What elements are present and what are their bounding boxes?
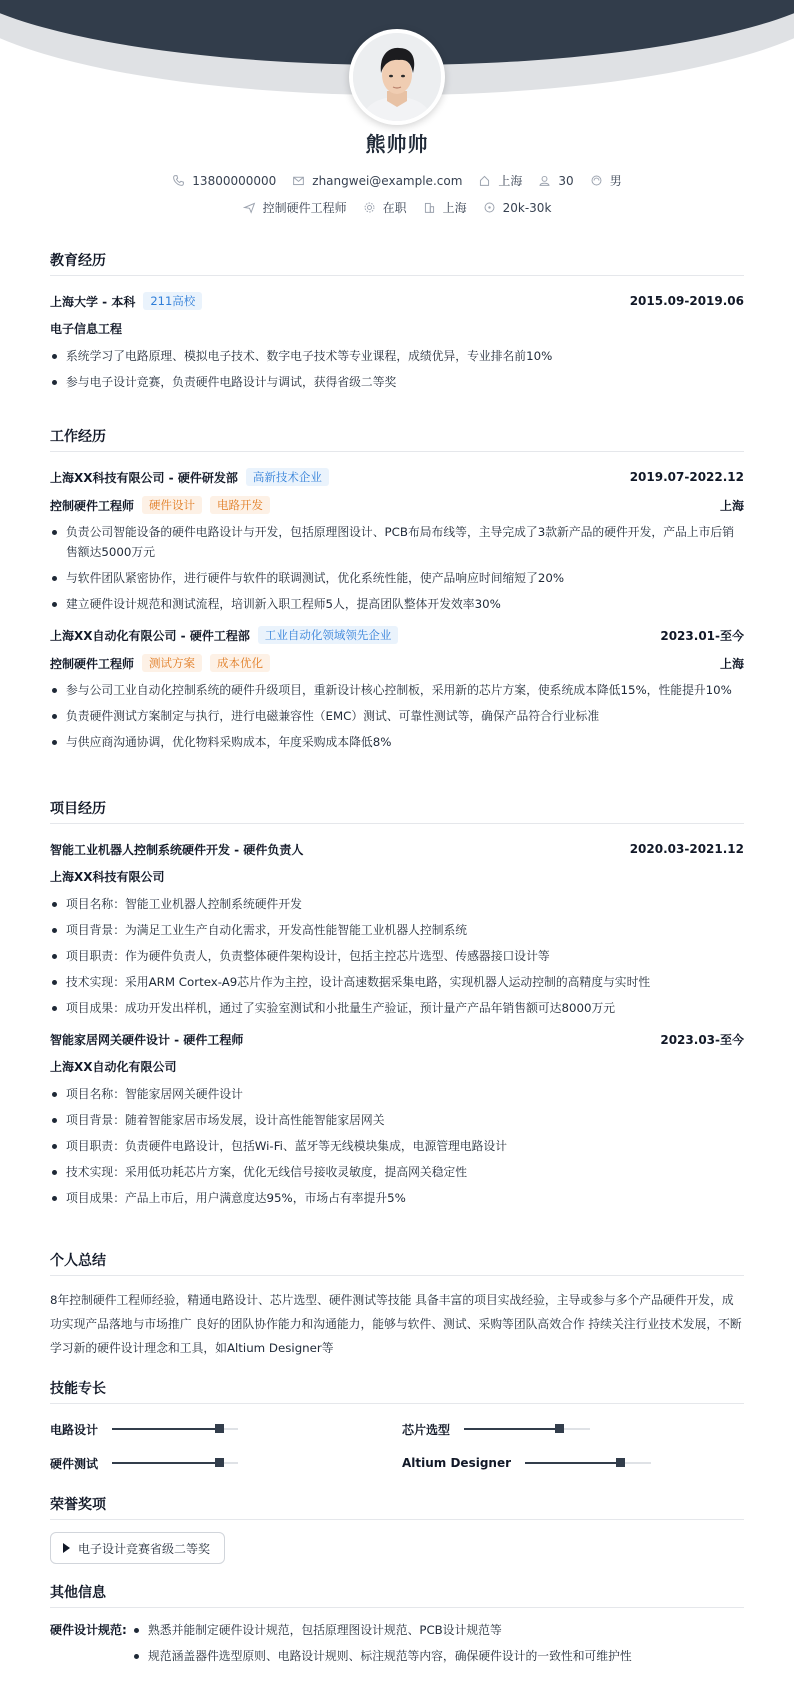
entry-period: 2020.03-2021.12 xyxy=(629,842,744,856)
skill-name: 电路设计 xyxy=(50,1422,99,1437)
skill-tag: 成本优化 xyxy=(210,654,270,672)
role-location: 上海 xyxy=(719,498,744,513)
award-item xyxy=(50,1532,225,1564)
list-item: 项目成果：产品上市后，用户满意度达95%，市场占有率提升5% xyxy=(50,1188,744,1208)
skill-bar-fill xyxy=(464,1428,559,1430)
skill-bar-fill xyxy=(112,1462,219,1464)
skill-bar xyxy=(525,1462,651,1464)
mail-icon xyxy=(292,174,305,187)
skills-grid xyxy=(50,1418,744,1474)
list-item: 项目背景：为满足工业生产自动化需求，开发高性能智能工业机器人控制系统 xyxy=(50,920,744,940)
skill-bar-knob xyxy=(555,1424,564,1433)
skill-item xyxy=(402,1452,744,1474)
list-item: 熟悉并能制定硬件设计规范，包括原理图设计规范、PCB设计规范等 xyxy=(132,1620,744,1640)
summary-text: 8年控制硬件工程师经验，精通电路设计、芯片选型、硬件测试等技能 具备丰富的项目实战经验，主导或参与多个产品硬件开发，成功实现产品落地与市场推广 良好的团队协作能力和沟通能力，能够与软件、测试、采购等团队高效合作 持续关注行业技术发展，不断学习新的硬件设计理念和工具，如Altium Designer等 xyxy=(50,1293,742,1355)
list-item: 项目名称：智能家居网关硬件设计 xyxy=(50,1084,744,1104)
skills-section xyxy=(50,1378,744,1474)
role-row xyxy=(50,652,744,674)
entry-period: 2019.07-2022.12 xyxy=(629,470,744,484)
awards-section xyxy=(50,1494,744,1564)
skill-bar xyxy=(464,1428,590,1430)
gender-text: 男 xyxy=(609,174,622,188)
project-name: 智能家居网关硬件设计 - 硬件工程师 xyxy=(50,1032,244,1047)
education-entry xyxy=(50,290,744,392)
other-label: 硬件设计规范: xyxy=(50,1623,127,1637)
email-item xyxy=(292,174,462,188)
salary-item xyxy=(483,201,552,215)
work-entry xyxy=(50,624,744,752)
city-item xyxy=(478,172,522,189)
project-bullets xyxy=(50,1084,744,1208)
skill-bar-knob xyxy=(215,1424,224,1433)
project-entry xyxy=(50,838,744,1018)
entry-period: 2023.01-至今 xyxy=(660,628,744,643)
phone-text: 13800000000 xyxy=(192,173,277,188)
award-text: 电子设计竞赛省级二等奖 xyxy=(78,1541,211,1556)
skill-bar xyxy=(112,1462,238,1464)
salary-text: 20k-30k xyxy=(502,200,552,215)
section-title: 技能专长 xyxy=(50,1378,744,1404)
work-entry xyxy=(50,466,744,614)
skill-name: 硬件测试 xyxy=(50,1456,99,1471)
section-title: 工作经历 xyxy=(50,426,744,452)
other-section xyxy=(50,1582,744,1672)
other-row xyxy=(50,1620,744,1672)
city-text: 上海 xyxy=(498,174,523,188)
entry-header xyxy=(50,838,744,860)
age-text: 30 xyxy=(558,173,574,188)
coin-icon xyxy=(483,201,496,214)
company-name: 上海XX自动化有限公司 - 硬件工程部 xyxy=(50,628,250,643)
list-item: 建立硬件设计规范和测试流程，培训新入职工程师5人，提高团队整体开发效率30% xyxy=(50,594,744,614)
skill-tag: 硬件设计 xyxy=(142,496,202,514)
list-item: 参与公司工业自动化控制系统的硬件升级项目，重新设计核心控制板，采用新的芯片方案，使系统成本降低15%，性能提升10% xyxy=(50,680,744,700)
gender-icon xyxy=(590,174,603,187)
building-icon xyxy=(423,201,436,214)
skill-bar xyxy=(112,1428,238,1430)
work-city-text: 上海 xyxy=(442,201,467,215)
company-tag: 工业自动化领域领先企业 xyxy=(258,626,399,644)
section-title: 其他信息 xyxy=(50,1582,744,1608)
company-tag: 高新技术企业 xyxy=(246,468,329,486)
school-name: 上海大学 - 本科 xyxy=(50,294,136,309)
section-title: 项目经历 xyxy=(50,798,744,824)
list-item: 系统学习了电路原理、模拟电子技术、数字电子技术等专业课程，成绩优异，专业排名前10% xyxy=(50,346,744,366)
entry-header xyxy=(50,624,744,646)
job-intent-row xyxy=(0,199,794,216)
list-item: 负责公司智能设备的硬件电路设计与开发，包括原理图设计、PCB布局布线等，主导完成了3款新产品的硬件开发，产品上市后销售额达5000万元 xyxy=(50,522,744,562)
major: 电子信息工程 xyxy=(50,322,123,336)
age-item xyxy=(538,174,573,188)
avatar xyxy=(349,29,445,125)
contact-row xyxy=(0,172,794,189)
list-item: 技术实现：采用ARM Cortex-A9芯片作为主控，设计高速数据采集电路，实现机器人运动控制的高精度与实时性 xyxy=(50,972,744,992)
role-row xyxy=(50,494,744,516)
work-bullets xyxy=(50,522,744,614)
entry-period: 2015.09-2019.06 xyxy=(629,294,744,308)
skill-bar-knob xyxy=(616,1458,625,1467)
school-tag: 211高校 xyxy=(143,292,202,310)
phone-icon xyxy=(172,174,185,187)
gender-item xyxy=(590,172,622,189)
position-text: 控制硬件工程师 xyxy=(262,201,347,215)
list-item: 项目成果：成功开发出样机，通过了实验室测试和小批量生产验证，预计量产产品年销售额可达8000万元 xyxy=(50,998,744,1018)
list-item: 项目职责：负责硬件电路设计，包括Wi-Fi、蓝牙等无线模块集成，电源管理电路设计 xyxy=(50,1136,744,1156)
skill-bar-fill xyxy=(112,1428,219,1430)
list-item: 与软件团队紧密协作，进行硬件与软件的联调测试，优化系统性能，使产品响应时间缩短了20% xyxy=(50,568,744,588)
candidate-name: 熊帅帅 xyxy=(365,132,429,156)
education-section xyxy=(50,250,744,398)
skill-item xyxy=(50,1418,402,1440)
projects-section xyxy=(50,798,744,1214)
list-item: 项目名称：智能工业机器人控制系统硬件开发 xyxy=(50,894,744,914)
summary-section xyxy=(50,1250,744,1360)
role-title: 控制硬件工程师 xyxy=(50,656,135,671)
skill-tag: 电路开发 xyxy=(210,496,270,514)
list-item: 项目背景：随着智能家居市场发展，设计高性能智能家居网关 xyxy=(50,1110,744,1130)
home-icon xyxy=(478,174,491,187)
work-city-item xyxy=(423,199,467,216)
list-item: 技术实现：采用低功耗芯片方案，优化无线信号接收灵敏度，提高网关稳定性 xyxy=(50,1162,744,1182)
project-company: 上海XX自动化有限公司 xyxy=(50,1060,177,1074)
status-item xyxy=(363,199,407,216)
skill-name: Altium Designer xyxy=(402,1456,512,1470)
skill-item xyxy=(50,1452,402,1474)
user-icon xyxy=(538,174,551,187)
entry-header xyxy=(50,290,744,312)
skill-bar-knob xyxy=(215,1458,224,1467)
skill-bar-fill xyxy=(525,1462,620,1464)
status-text: 在职 xyxy=(382,201,407,215)
play-icon xyxy=(63,1543,70,1553)
project-entry xyxy=(50,1028,744,1208)
work-bullets xyxy=(50,680,744,752)
list-item: 参与电子设计竞赛，负责硬件电路设计与调试，获得省级二等奖 xyxy=(50,372,744,392)
entry-period: 2023.03-至今 xyxy=(660,1032,744,1047)
position-item xyxy=(243,199,347,216)
project-company: 上海XX科技有限公司 xyxy=(50,870,165,884)
work-section xyxy=(50,426,744,758)
email-text: zhangwei@example.com xyxy=(312,173,463,188)
avatar-photo xyxy=(353,33,441,121)
skill-tag: 测试方案 xyxy=(142,654,202,672)
role-title: 控制硬件工程师 xyxy=(50,498,135,513)
list-item: 项目职责：作为硬件负责人，负责整体硬件架构设计，包括主控芯片选型、传感器接口设计等 xyxy=(50,946,744,966)
section-title: 个人总结 xyxy=(50,1250,744,1276)
send-icon xyxy=(243,201,256,214)
phone-item xyxy=(172,174,276,188)
list-item: 规范涵盖器件选型原则、电路设计规则、标注规范等内容，确保硬件设计的一致性和可维护性 xyxy=(132,1646,744,1666)
project-name: 智能工业机器人控制系统硬件开发 - 硬件负责人 xyxy=(50,842,304,857)
company-name: 上海XX科技有限公司 - 硬件研发部 xyxy=(50,470,238,485)
entry-header xyxy=(50,1028,744,1050)
other-bullets xyxy=(132,1620,744,1672)
section-title: 教育经历 xyxy=(50,250,744,276)
skill-name: 芯片选型 xyxy=(402,1422,451,1437)
gear-icon xyxy=(363,201,376,214)
education-bullets xyxy=(50,346,744,392)
entry-header xyxy=(50,466,744,488)
list-item: 负责硬件测试方案制定与执行，进行电磁兼容性（EMC）测试、可靠性测试等，确保产品符合行业标准 xyxy=(50,706,744,726)
section-title: 荣誉奖项 xyxy=(50,1494,744,1520)
skill-item xyxy=(402,1418,744,1440)
list-item: 与供应商沟通协调，优化物料采购成本，年度采购成本降低8% xyxy=(50,732,744,752)
project-bullets xyxy=(50,894,744,1018)
role-location: 上海 xyxy=(719,656,744,671)
